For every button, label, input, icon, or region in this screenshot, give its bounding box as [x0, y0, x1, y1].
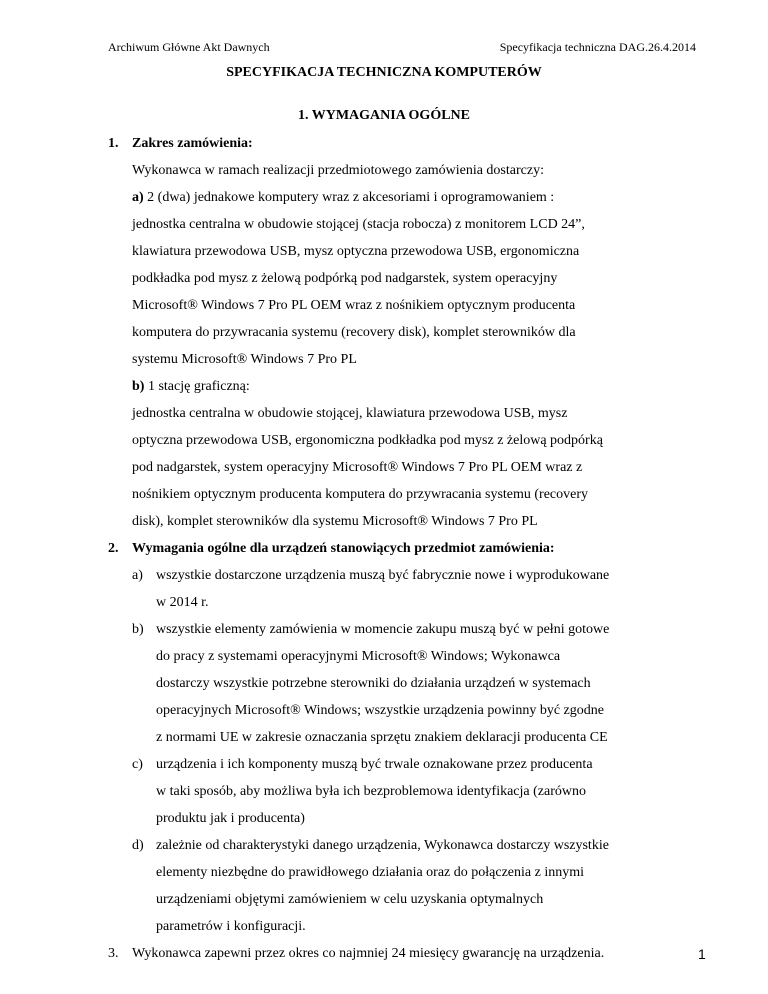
item-2d-line: urządzeniami objętymi zamówieniem w celu uzyskania optymalnych	[156, 892, 544, 907]
item-1a-first-line: 2 (dwa) jednakowe komputery wraz z akcesoriami i oprogramowaniem :	[143, 190, 555, 205]
item-2d-line: parametrów i konfiguracji.	[156, 919, 306, 934]
item-1a-line: podkładka pod mysz z żelową podpórką pod nadgarstek, system operacyjny	[132, 271, 558, 286]
item-1	[108, 136, 253, 152]
item-1b-label: b)	[132, 379, 145, 394]
item-1a-line: Microsoft® Windows 7 Pro PL OEM wraz z nośnikiem optycznym producenta	[132, 298, 576, 313]
section-heading: 1. WYMAGANIA OGÓLNE	[297, 108, 471, 123]
item-1b-line: nośnikiem optycznym producenta komputera do przywracania systemu (recovery	[132, 487, 589, 502]
item-3-text: Wykonawca zapewni przez okres co najmniej 24 miesięcy gwarancję na urządzenia.	[132, 946, 605, 961]
item-1b-line: pod nadgarstek, system operacyjny Microsoft® Windows 7 Pro PL OEM wraz z	[132, 460, 583, 475]
item-2c-line: urządzenia i ich komponenty muszą być trwale oznakowane przez producenta	[156, 757, 593, 772]
item-2d-line: zależnie od charakterystyki danego urządzenia, Wykonawca dostarczy wszystkie	[156, 838, 609, 853]
item-2b-line: operacyjnych Microsoft® Windows; wszystkie urządzenia powinny być zgodne	[156, 703, 604, 718]
page-number: 1	[698, 946, 706, 962]
item-1b-line: optyczna przewodowa USB, ergonomiczna podkładka pod mysz z żelową podpórką	[132, 433, 603, 448]
item-1b	[132, 379, 250, 395]
item-1a-line: komputera do przywracania systemu (recovery disk), komplet sterowników dla	[132, 325, 576, 340]
item-2c-line: w taki sposób, aby możliwa była ich bezproblemowa identyfikacja (zarówno	[156, 784, 586, 799]
document-title: SPECYFIKACJA TECHNICZNA KOMPUTERÓW	[226, 65, 542, 80]
item-1a-line: jednostka centralna w obudowie stojącej (stacja robocza) z monitorem LCD 24”,	[132, 217, 585, 232]
item-3	[108, 946, 605, 962]
item-2b-line: dostarczy wszystkie potrzebne sterowniki do działania urządzeń w systemach	[156, 676, 591, 691]
item-1b-line: jednostka centralna w obudowie stojącej, klawiatura przewodowa USB, mysz	[132, 406, 568, 421]
item-2b-line: do pracy z systemami operacyjnymi Microsoft® Windows; Wykonawca	[156, 649, 561, 664]
item-1a-label: a)	[132, 190, 144, 205]
item-2b-line: z normami UE w zakresie oznaczania sprzętu znakiem deklaracji producenta CE	[156, 730, 608, 745]
item-2-heading: Wymagania ogólne dla urządzeń stanowiących przedmiot zamówienia:	[132, 541, 555, 556]
item-1-heading: Zakres zamówienia:	[132, 136, 253, 151]
item-2c-label: c)	[132, 757, 143, 772]
item-2a-line: wszystkie dostarczone urządzenia muszą być fabrycznie nowe i wyprodukowane	[156, 568, 610, 583]
header-right: Specyfikacja techniczna DAG.26.4.2014	[499, 40, 696, 54]
item-2a-label: a)	[132, 568, 143, 583]
item-2d-label: d)	[132, 838, 144, 853]
item-1a-line: systemu Microsoft® Windows 7 Pro PL	[132, 352, 357, 367]
item-1a-line: klawiatura przewodowa USB, mysz optyczna przewodowa USB, ergonomiczna	[132, 244, 580, 259]
item-1-intro: Wykonawca w ramach realizacji przedmiotowego zamówienia dostarczy:	[132, 163, 544, 178]
item-2	[108, 541, 555, 557]
item-2d-line: elementy niezbędne do prawidłowego działania oraz do połączenia z innymi	[156, 865, 584, 880]
item-2c-line: produktu jak i producenta)	[156, 811, 305, 826]
item-2-number: 2.	[108, 541, 119, 556]
item-1a	[132, 190, 554, 206]
item-1b-line: disk), komplet sterowników dla systemu Microsoft® Windows 7 Pro PL	[132, 514, 538, 529]
item-1-number: 1.	[108, 136, 119, 151]
item-3-number: 3.	[108, 946, 119, 961]
item-1b-first-line: 1 stację graficzną:	[144, 379, 250, 394]
header-left: Archiwum Główne Akt Dawnych	[108, 40, 270, 54]
item-2b-label: b)	[132, 622, 144, 637]
item-2b-line: wszystkie elementy zamówienia w momencie zakupu muszą być w pełni gotowe	[156, 622, 610, 637]
item-2a-line: w 2014 r.	[156, 595, 209, 610]
